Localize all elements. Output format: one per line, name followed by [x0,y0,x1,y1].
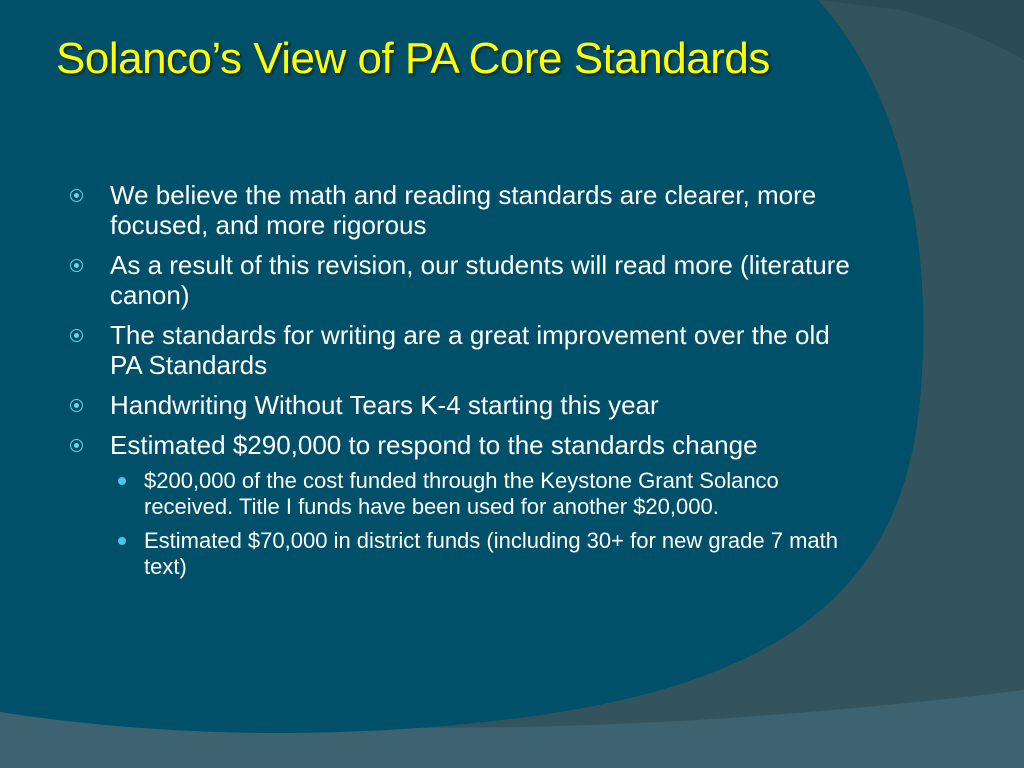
sub-bullet-dot-icon [118,477,126,485]
bullet-circle-icon [70,399,83,412]
bullet-circle-icon [70,189,83,202]
bullet-text: As a result of this revision, our students will read more (literature canon) [110,250,850,310]
bullet-text: We believe the math and reading standards are clearer, more focused, and more rigorous [110,180,817,240]
sub-bullet-text: $200,000 of the cost funded through the Keystone Grant Solanco received. Title I funds have been used for another $20,000. [144,468,779,519]
bullet-item [66,390,866,420]
bullet-text: Handwriting Without Tears K-4 starting this year [110,390,659,420]
bullet-circle-icon [70,329,83,342]
bullet-item [66,320,866,380]
sub-bullet-list [110,468,866,580]
bullet-item [66,250,866,310]
sub-bullet-dot-icon [118,537,126,545]
bullet-text: Estimated $290,000 to respond to the standards change [110,430,758,460]
bullet-item [66,180,866,240]
slide-title: Solanco’s View of PA Core Standards [56,34,770,83]
bullet-circle-icon [70,439,83,452]
bullet-list [66,180,866,590]
bullet-item [66,430,866,580]
bullet-text: The standards for writing are a great improvement over the old PA Standards [110,320,830,380]
sub-bullet-text: Estimated $70,000 in district funds (including 30+ for new grade 7 math text) [144,528,839,579]
sub-bullet-item [110,528,866,580]
sub-bullet-item [110,468,866,520]
bullet-circle-icon [70,259,83,272]
